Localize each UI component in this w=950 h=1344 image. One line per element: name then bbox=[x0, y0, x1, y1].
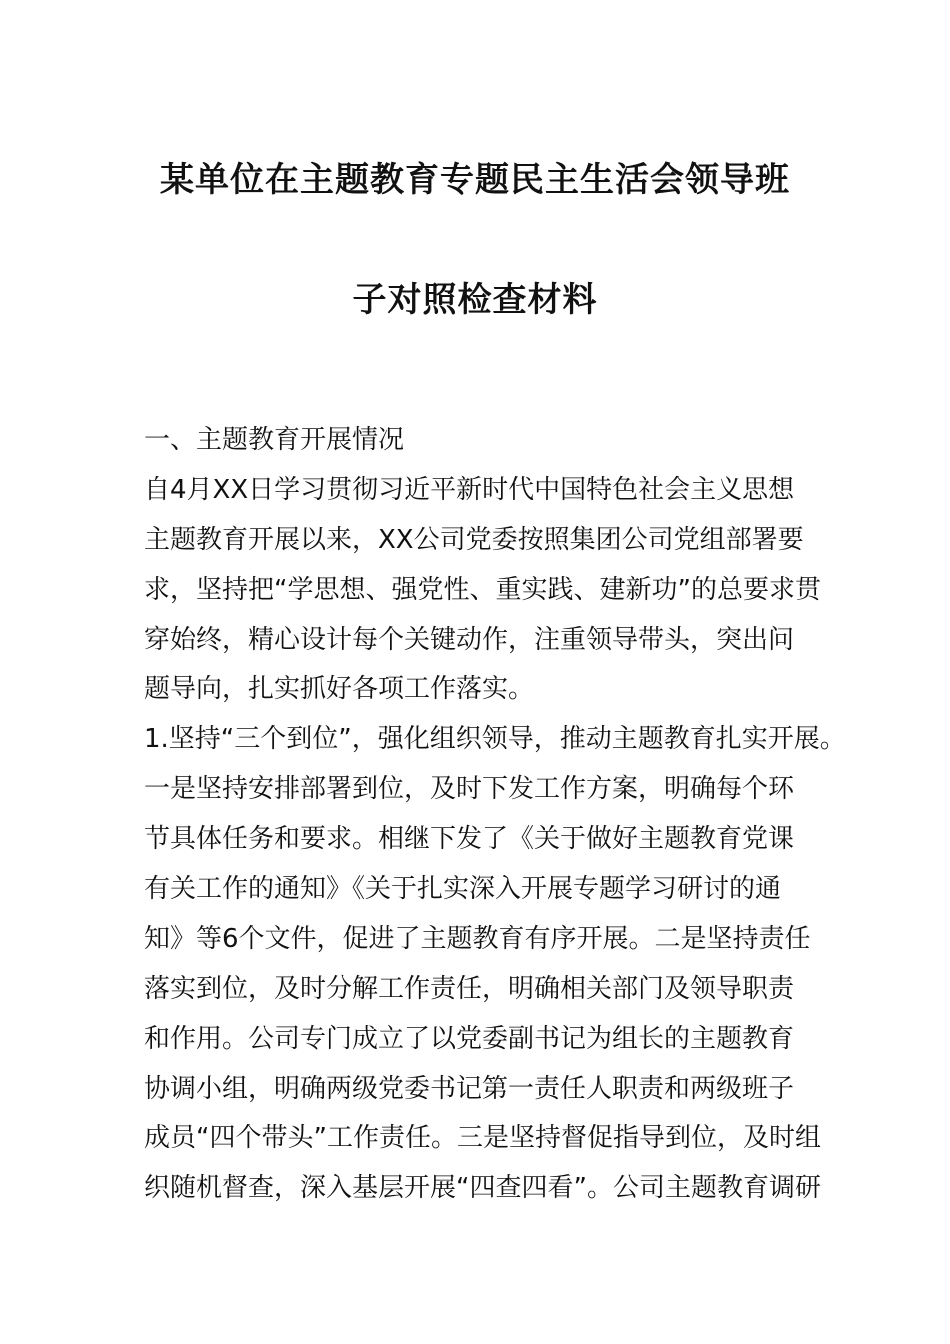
body-line: 题导向，扎实抓好各项工作落实。 bbox=[144, 674, 535, 705]
body-line: 求，坚持把“学思想、强党性、重实践、建新功”的总要求贯 bbox=[144, 574, 821, 605]
document-title-line-2: 子对照检查材料 bbox=[352, 280, 598, 320]
body-line: 1.坚持“三个到位”，强化组织领导，推动主题教育扎实开展。 bbox=[144, 724, 846, 755]
body-line: 节具体任务和要求。相继下发了《关于做好主题教育党课 bbox=[144, 824, 795, 855]
body-line: 一是坚持安排部署到位，及时下发工作方案，明确每个环 bbox=[144, 774, 795, 805]
body-line: 有关工作的通知》《关于扎实深入开展专题学习研讨的通 bbox=[144, 874, 782, 905]
body-line: 落实到位，及时分解工作责任，明确相关部门及领导职责 bbox=[144, 973, 795, 1004]
section-heading: 一、主题教育开展情况 bbox=[144, 425, 405, 455]
body-line: 织随机督查，深入基层开展“四查四看”。公司主题教育调研 bbox=[144, 1173, 821, 1204]
document-body bbox=[144, 416, 846, 1214]
body-line: 协调小组，明确两级党委书记第一责任人职责和两级班子 bbox=[144, 1073, 795, 1104]
body-line: 穿始终，精心设计每个关键动作，注重领导带头，突出问 bbox=[144, 624, 795, 655]
body-line: 成员“四个带头”工作责任。三是坚持督促指导到位，及时组 bbox=[144, 1123, 821, 1154]
body-line: 和作用。公司专门成立了以党委副书记为组长的主题教育 bbox=[144, 1023, 795, 1054]
body-line: 主题教育开展以来，XX公司党委按照集团公司党组部署要 bbox=[144, 524, 804, 555]
body-line: 自4月XX日学习贯彻习近平新时代中国特色社会主义思想 bbox=[144, 474, 795, 505]
body-line: 知》等6个文件，促进了主题教育有序开展。二是坚持责任 bbox=[144, 923, 811, 954]
document-title-line-1: 某单位在主题教育专题民主生活会领导班 bbox=[160, 160, 790, 200]
